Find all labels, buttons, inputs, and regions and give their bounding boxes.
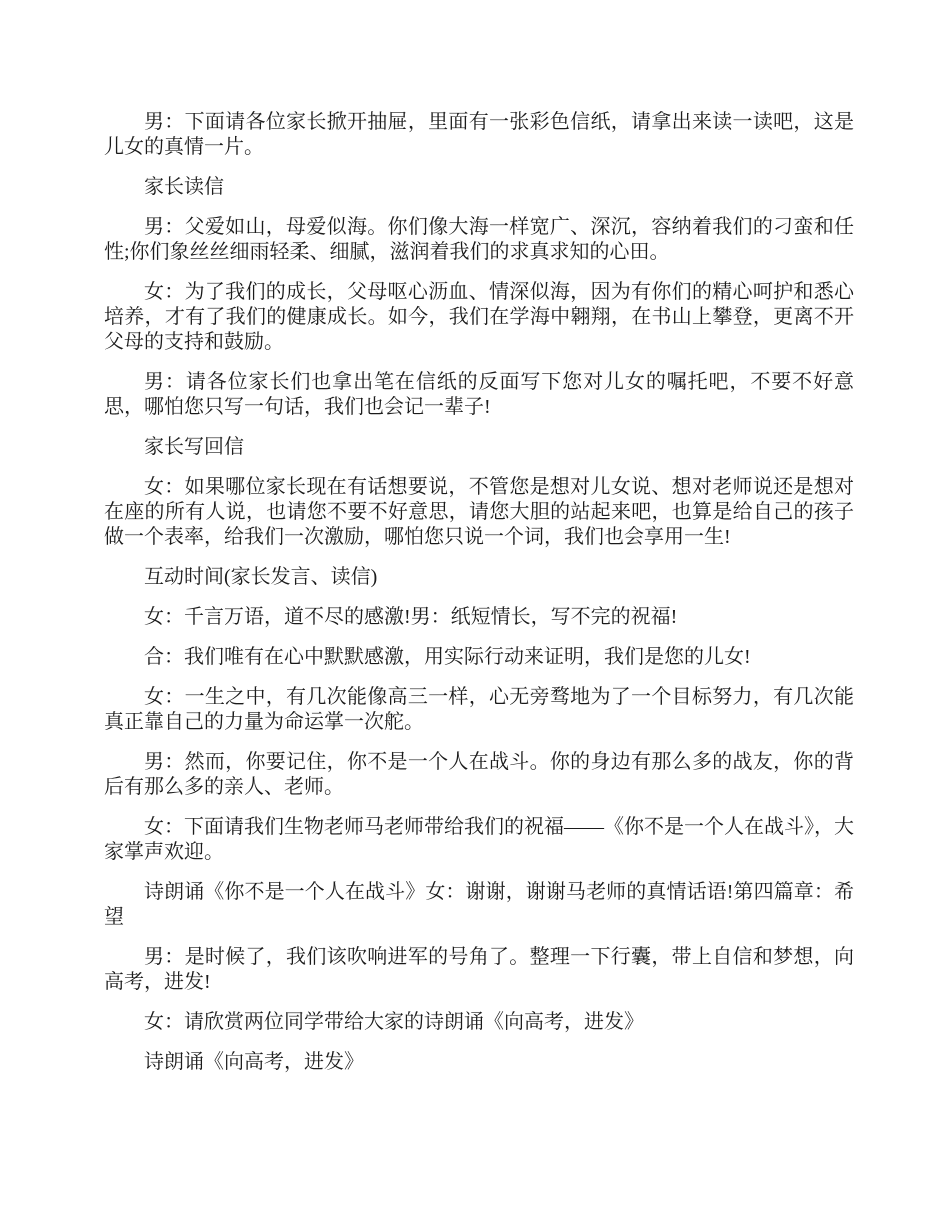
dialog-line-male: 男：是时候了，我们该吹响进军的号角了。整理一下行囊，带上自信和梦想，向高考，进发! xyxy=(104,946,854,993)
dialog-line-male: 男：然而，你要记住，你不是一个人在战斗。你的身边有那么多的战友，你的背后有那么多的亲人、老师。 xyxy=(104,751,854,798)
dialog-line-female: 女：请欣赏两位同学带给大家的诗朗诵《向高考，进发》 xyxy=(144,1011,644,1033)
document-body xyxy=(104,110,854,1075)
dialog-line-male: 男：父爱如山，母爱似海。你们像大海一样宽广、深沉，容纳着我们的刁蛮和任性;你们象丝丝细雨轻柔、细腻，滋润着我们的求真求知的心田。 xyxy=(104,216,854,263)
dialog-line-female: 女：下面请我们生物老师马老师带给我们的祝福——《你不是一个人在战斗》，大家掌声欢迎。 xyxy=(104,816,854,863)
stage-direction-parents-write-reply: 家长写回信 xyxy=(144,436,244,458)
stage-direction-poem-recital-not-alone: 诗朗诵《你不是一个人在战斗》女：谢谢，谢谢马老师的真情话语!第四篇章：希望 xyxy=(104,881,854,928)
dialog-line-female: 女：为了我们的成长，父母呕心沥血、情深似海，因为有你们的精心呵护和悉心培养，才有了我们的健康成长。如今，我们在学海中翱翔，在书山上攀登，更离不开父母的支持和鼓励。 xyxy=(104,281,854,353)
stage-direction-poem-recital-to-gaokao: 诗朗诵《向高考，进发》 xyxy=(144,1051,364,1073)
dialog-line-male: 男：下面请各位家长掀开抽屉，里面有一张彩色信纸，请拿出来读一读吧，这是儿女的真情一片。 xyxy=(104,111,854,158)
stage-direction-parents-read-letter: 家长读信 xyxy=(144,176,224,198)
dialog-line-female-male: 女：千言万语，道不尽的感激!男：纸短情长，写不完的祝福! xyxy=(144,606,678,628)
dialog-line-both: 合：我们唯有在心中默默感激，用实际行动来证明，我们是您的儿女! xyxy=(144,646,751,668)
stage-direction-interactive-time: 互动时间(家长发言、读信) xyxy=(144,566,378,588)
dialog-line-female: 女：一生之中，有几次能像高三一样，心无旁骛地为了一个目标努力，有几次能真正靠自己的力量为命运掌一次舵。 xyxy=(104,686,854,733)
dialog-line-female: 女：如果哪位家长现在有话想要说，不管您是想对儿女说、想对老师说还是想对在座的所有人说，也请您不要不好意思，请您大胆的站起来吧，也算是给自己的孩子做一个表率，给我们一次激励，哪怕您只说一个词，我们也会享用一生! xyxy=(104,476,854,548)
dialog-line-male: 男：请各位家长们也拿出笔在信纸的反面写下您对儿女的嘱托吧，不要不好意思，哪怕您只写一句话，我们也会记一辈子! xyxy=(104,371,854,418)
